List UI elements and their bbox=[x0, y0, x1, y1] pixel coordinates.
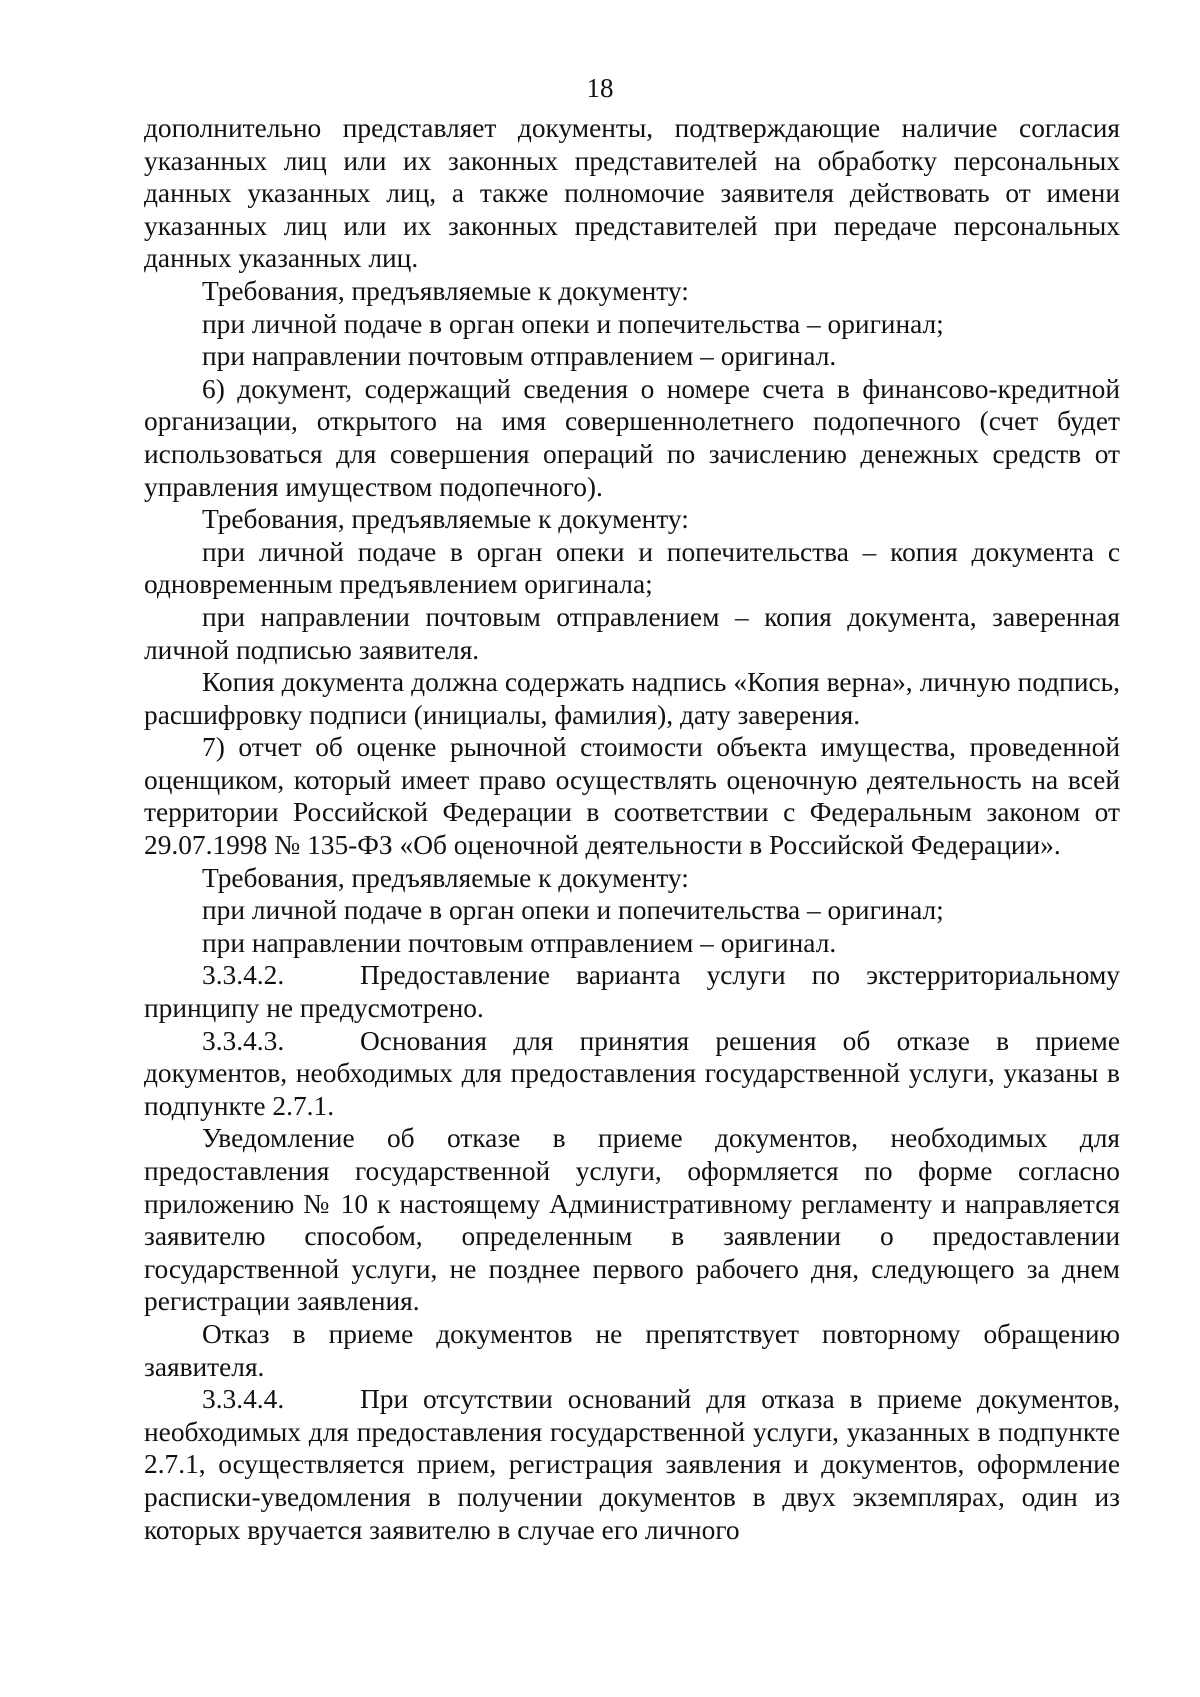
paragraph bbox=[144, 894, 1120, 927]
paragraph bbox=[144, 1122, 1120, 1318]
paragraph bbox=[144, 308, 1120, 341]
numbered-paragraph bbox=[144, 1383, 1120, 1546]
paragraph bbox=[144, 862, 1120, 895]
paragraph-text: при направлении почтовым отправлением – оригинал. bbox=[202, 927, 837, 958]
paragraph-text: Основания для принятия решения об отказе в приеме документов, необходимых для предоставления государственной услуги, указаны в подпункте 2.7.1. bbox=[144, 1025, 1120, 1121]
paragraph-text: Отказ в приеме документов не препятствует повторному обращению заявителя. bbox=[144, 1318, 1120, 1382]
clause-number: 3.3.4.3. bbox=[202, 1025, 285, 1056]
paragraph-text: при личной подаче в орган опеки и попечительства – оригинал; bbox=[202, 308, 944, 339]
paragraph-text: Требования, предъявляемые к документу: bbox=[202, 275, 689, 306]
paragraph bbox=[144, 927, 1120, 960]
numbered-paragraph bbox=[144, 959, 1120, 1024]
paragraph-text: При отсутствии оснований для отказа в приеме документов, необходимых для предоставления государственной услуги, указанных в подпункте 2.7.1, осуществляется прием, регистрация заявления и документов, оформление расписки-уведомления в получении документов в двух экземплярах, один из которых вручается заявителю в случае его личного bbox=[144, 1384, 1120, 1545]
paragraph-text: при личной подаче в орган опеки и попечительства – копия документа с одновременным предъявлением оригинала; bbox=[144, 536, 1120, 600]
paragraph bbox=[144, 275, 1120, 308]
paragraph-text: Копия документа должна содержать надпись «Копия верна», личную подпись, расшифровку подписи (инициалы, фамилия), дату заверения. bbox=[144, 667, 1120, 730]
clause-number: 3.3.4.2. bbox=[202, 960, 285, 991]
numbered-paragraph bbox=[144, 1025, 1120, 1123]
paragraph bbox=[144, 731, 1120, 861]
clause-number: 3.3.4.4. bbox=[202, 1384, 285, 1415]
paragraph bbox=[144, 503, 1120, 536]
paragraph-text: 7) отчет об оценке рыночной стоимости объекта имущества, проведенной оценщиком, который имеет право осуществлять оценочную деятельность на всей территории Российской Федерации в соответствии с Федеральным законом от 29.07.1998 № 135-ФЗ «Об оценочной деятельности в Российской Федерации». bbox=[144, 732, 1120, 861]
paragraph-text: Требования, предъявляемые к документу: bbox=[202, 862, 689, 893]
paragraph bbox=[144, 340, 1120, 373]
paragraph bbox=[144, 536, 1120, 601]
paragraph-text: Уведомление об отказе в приеме документов, необходимых для предоставления государственной услуги, оформляется по форме согласно приложению № 10 к настоящему Административному регламенту и направляется заявителю способом, определенным в заявлении о предоставлении государственной услуги, не позднее первого рабочего дня, следующего за днем регистрации заявления. bbox=[144, 1123, 1120, 1317]
paragraph bbox=[144, 666, 1120, 731]
page-number: 18 bbox=[586, 73, 614, 103]
document-body bbox=[144, 112, 1120, 1546]
paragraph-text: Требования, предъявляемые к документу: bbox=[202, 504, 689, 535]
paragraph-text: 6) документ, содержащий сведения о номере счета в финансово-кредитной организации, открытого на имя совершеннолетнего подопечного (счет будет использоваться для совершения операций по зачислению денежных средств от управления имуществом подопечного). bbox=[144, 373, 1120, 502]
paragraph bbox=[144, 112, 1120, 275]
paragraph-text: при личной подаче в орган опеки и попечительства – оригинал; bbox=[202, 895, 944, 926]
paragraph-text: дополнительно представляет документы, подтверждающие наличие согласия указанных лиц или их законных представителей на обработку персональных данных указанных лиц, а также полномочие заявителя действовать от имени указанных лиц или их законных представителей при передаче персональных данных указанных лиц. bbox=[144, 113, 1120, 274]
paragraph-text: при направлении почтовым отправлением – оригинал. bbox=[202, 341, 837, 372]
paragraph bbox=[144, 373, 1120, 503]
paragraph-text: Предоставление варианта услуги по экстерриториальному принципу не предусмотрено. bbox=[144, 960, 1120, 1024]
paragraph bbox=[144, 1318, 1120, 1383]
paragraph-text: при направлении почтовым отправлением – копия документа, заверенная личной подписью заявителя. bbox=[144, 601, 1120, 665]
paragraph bbox=[144, 601, 1120, 666]
